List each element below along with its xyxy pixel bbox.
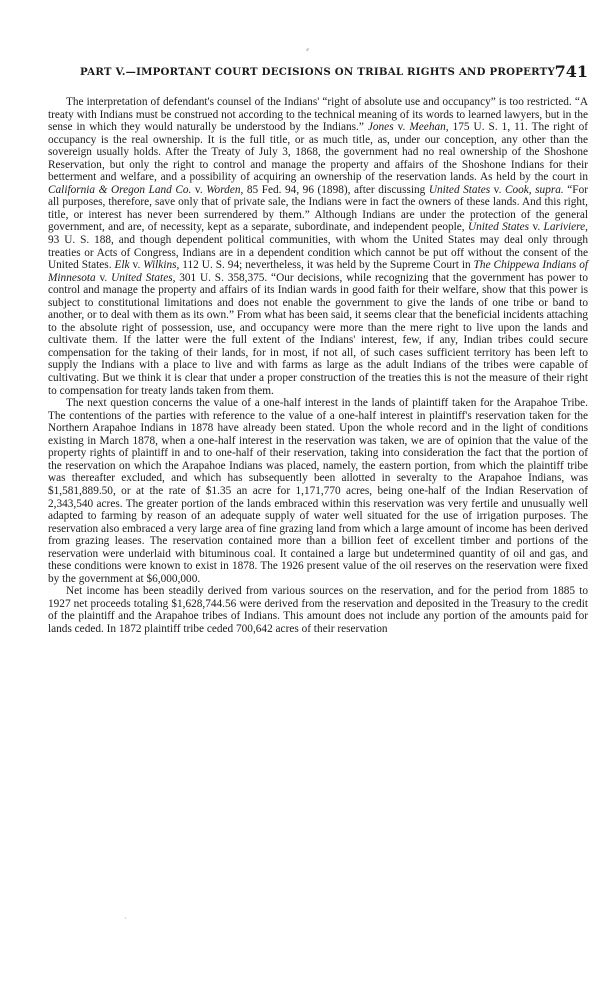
text-run: The interpretation of defendant's counsel of the Indians' “right of absolute use and occupancy” is too restricted. “A treaty with Indians must be construed not according to the technical meaning of its words to learned lawyers, but in the sense in which they would naturally be understood by the Indians.” — [48, 96, 588, 134]
stray-mark: ‧ — [124, 914, 127, 923]
text-run: v. — [129, 259, 144, 272]
text-run: 112 U. S. 94; nevertheless, it was held by the Supreme Court in — [179, 259, 474, 272]
case-citation: Worden, — [206, 183, 244, 196]
text-run: “For all purposes, therefore, save only that of private sale, the Indians were in fact the owners of these lands. And this right, title, or interest has never been surrendered by them.” Although Indians are under the protection of the general government, and are, of necessity, kept as a separate, subordinate, and independent people, — [48, 183, 588, 234]
text-run: Net income has been steadily derived from various sources on the reservation, and for the period from 1885 to 1927 net proceeds totaling $1,628,744.56 were derived from the reservation and deposited in the Treasury to the credit of the plaintiff and the Arapahoe tribes of Indians. This amount does not include any portion of the amounts paid for lands ceded. In 1872 plaintiff tribe ceded 700,642 acres of their reservation — [48, 585, 588, 635]
case-citation: Jones — [367, 121, 394, 134]
body-text — [48, 96, 588, 636]
case-citation: United States — [428, 183, 491, 196]
case-citation: Meehan, — [409, 121, 449, 134]
paragraph-treaty-interpretation — [48, 96, 588, 397]
text-run: 85 Fed. 94, 96 (1898), after discussing — [243, 183, 429, 196]
case-citation: United States, — [111, 271, 176, 284]
case-citation: Elk — [114, 259, 130, 272]
text-run: v. — [393, 121, 410, 134]
case-citation: The Chippewa Indians of Minnesota — [48, 259, 588, 284]
paragraph-arapahoe-valuation — [48, 397, 588, 585]
paragraph-net-income — [48, 585, 588, 635]
margin-mark: ⸗ — [306, 45, 309, 55]
case-citation: United States — [467, 221, 530, 234]
text-run: v. — [95, 271, 112, 284]
page-header — [48, 62, 588, 84]
case-citation: Lariviere, — [543, 221, 588, 234]
text-run: The next question concerns the value of a one-half interest in the lands of plaintiff taken for the Arapahoe Tribe. The contentions of the parties with reference to the value of a one-half interest in plaintiff's reservation taken for the Northern Arapahoe Indians in 1878 have already been stated. Upon the whole record and in the light of conditions existing in March 1878, when a one-half interest in the reservation was taken, we are of opinion that the value of the property rights of plaintiff in and to one-half of their reservation, taking into consideration the fact that the portion of the reservation on which the Arapahoe Indians was placed, namely, the eastern portion, from which the plaintiff tribe was thereafter excluded, and which has subsequently been allotted in severalty to the Arapahoe Indians, was $1,581,889.50, or at the rate of $1.35 an acre for 1,171,770 acres, being one-half of the Indian Reservation of 2,343,540 acres. The greater portion of the lands embraced within this reservation was very fertile and unusually well adapted to farming by reason of an adequate supply of water well situated for the use of irrigation purposes. The reservation also embraced a very large area of fine grazing land from which a large amount of income has been derived from grazing leases. The reservation contained more than a billion feet of excellent timber and portions of the reservation were underlaid with bituminous coal. It contained a large but undetermined quantity of oil and gas, and these conditions were known to exist in 1878. The 1926 present value of the oil reserves on the reservation were fixed by the government at $6,000,000. — [48, 397, 588, 585]
text-run: v. — [191, 183, 207, 196]
running-head: PART V.—IMPORTANT COURT DECISIONS ON TRIBAL RIGHTS AND PROPERTY — [80, 66, 556, 78]
text-run: 301 U. S. 358,375. “Our decisions, while recognizing that the government has power to control and manage the property and affairs of its Indian wards in good faith for their welfare, show that this power is subject to constitutional limitations and does not enable the government to give the lands of one tribe or band to another, or to deal with them as its own.” From what has been said, it seems clear that the beneficial incidents attaching to the absolute right of possession, use, and occupancy were more than the mere right to live upon the lands and cultivate them. If the latter were the full extent of the Indians' interest, few, if any, Indian tribes could secure compensation for the taking of their lands, for in most, if not all, of such cases sufficient territory has been left to supply the Indians with a place to live and with farms as large as the adult Indians of the tribes were capable of cultivating. But we think it is clear that under a proper construction of the treaties this is not the measure of their right to compensation for treaty lands taken from them. — [48, 271, 588, 397]
text-run: v. — [490, 183, 505, 196]
case-citation: Wilkins, — [143, 259, 180, 272]
case-citation: California & Oregon Land Co. — [48, 183, 192, 196]
text-run: 175 U. S. 1, 11. The right of occupancy is the real ownership. It is the full title, or as much title, as, under our conception, any other than the sovereign usually holds. After the Treaty of July 3, 1868, the government had no real ownership of the Shoshone Reservation, but only the right to control and manage the property and affairs of the Shoshone Indians for their betterment and welfare, and a possibility of acquiring an ownership of the reservation lands. As held by the court in — [48, 121, 588, 184]
case-citation: Cook, supra. — [504, 183, 564, 196]
text-run: 93 U. S. 188, and though dependent political communities, with whom the United States may deal only through treaties or Acts of Congress, Indians are in a dependent condition which cannot be put off without the consent of the United States. — [48, 234, 588, 272]
page-number: 741 — [554, 62, 588, 81]
text-run: v. — [529, 221, 544, 234]
